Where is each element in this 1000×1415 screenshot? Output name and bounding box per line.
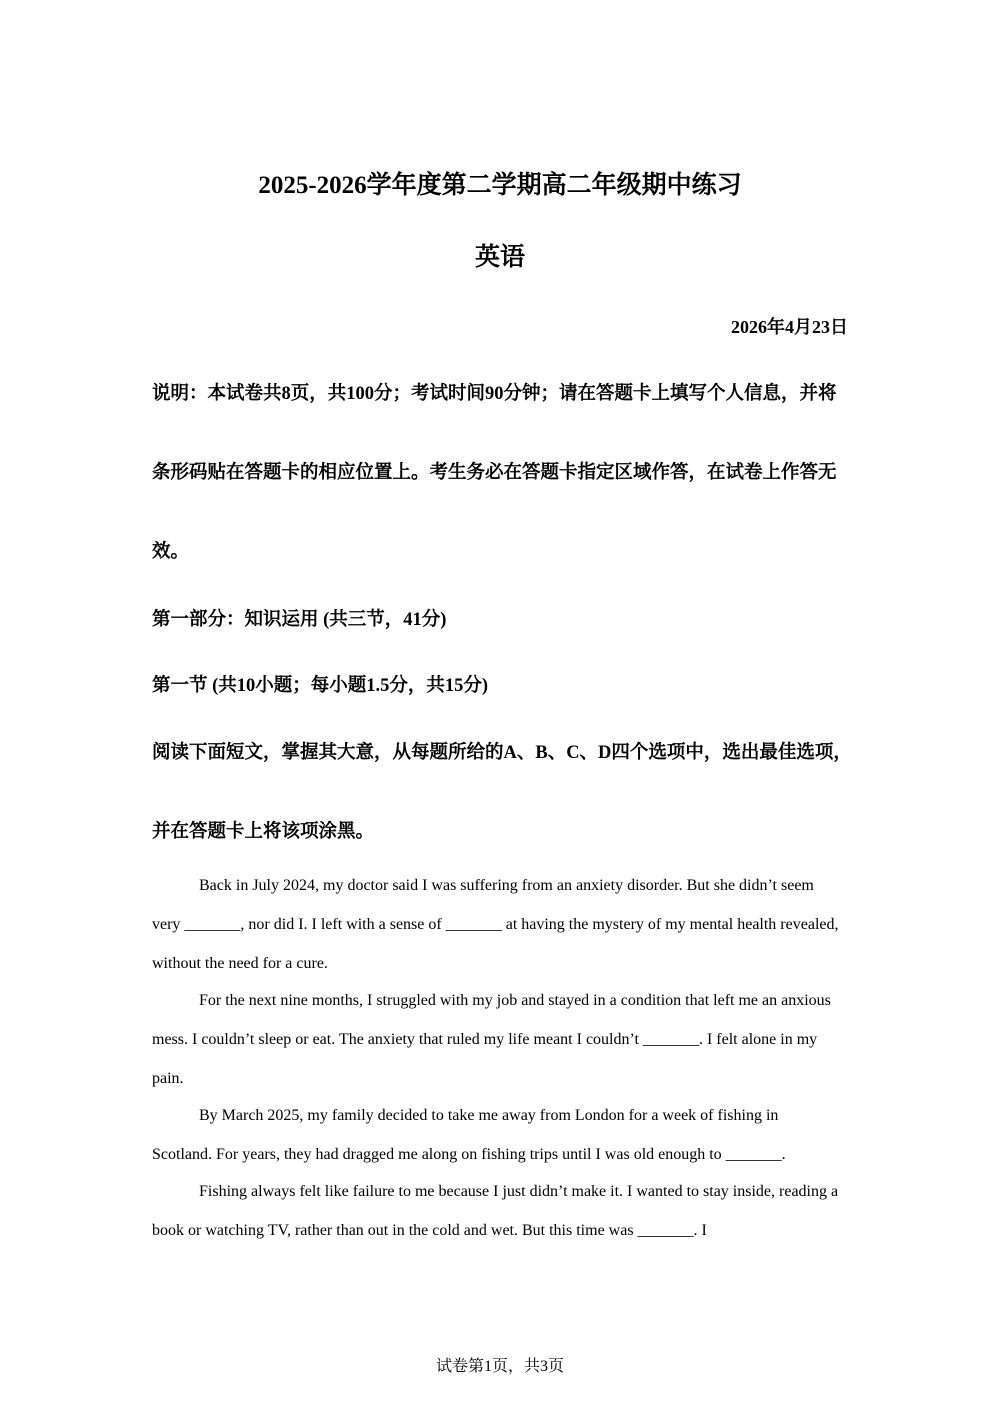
page-footer: 试卷第1页，共3页	[435, 1358, 564, 1375]
passage-paragraph: For the next nine months, I struggled with my job and stayed in a condition that left me an anxious mess. I couldn’t sleep or eat. The anxiety that ruled my life meant I couldn’t _______. I felt alone in my pain.	[152, 992, 831, 1087]
passage-paragraph: Fishing always felt like failure to me because I just didn’t make it. I wanted to stay inside, reading a book or watching TV, rather than out in the cold and wet. But this time was _______. I	[152, 1183, 839, 1239]
exam-title: 2025-2026学年度第二学期高二年级期中练习	[258, 172, 742, 199]
cloze-passage	[152, 866, 842, 1248]
part-one-heading: 第一部分：知识运用 (共三节，41分)	[152, 610, 447, 630]
exam-date: 2026年4月23日	[731, 317, 848, 337]
section-directions: 阅读下面短文，掌握其大意，从每题所给的A、B、C、D四个选项中，选出最佳选项，并在答题卡上将该项涂黑。	[152, 743, 852, 842]
passage-paragraph: Back in July 2024, my doctor said I was suffering from an anxiety disorder. But she didn’t seem very _______, nor did I. I left with a sense of _______ at having the mystery of my mental health revealed, without the need for a cure.	[152, 877, 839, 972]
exam-subject: 英语	[474, 244, 525, 271]
passage-paragraph: By March 2025, my family decided to take me away from London for a week of fishing in Scotland. For years, they had dragged me along on fishing trips until I was old enough to _______.	[152, 1107, 786, 1163]
exam-instructions: 说明：本试卷共8页，共100分；考试时间90分钟；请在答题卡上填写个人信息，并将条形码贴在答题卡的相应位置上。考生务必在答题卡指定区域作答，在试卷上作答无效。	[152, 384, 837, 562]
section-one-heading: 第一节 (共10小题；每小题1.5分，共15分)	[152, 676, 489, 696]
